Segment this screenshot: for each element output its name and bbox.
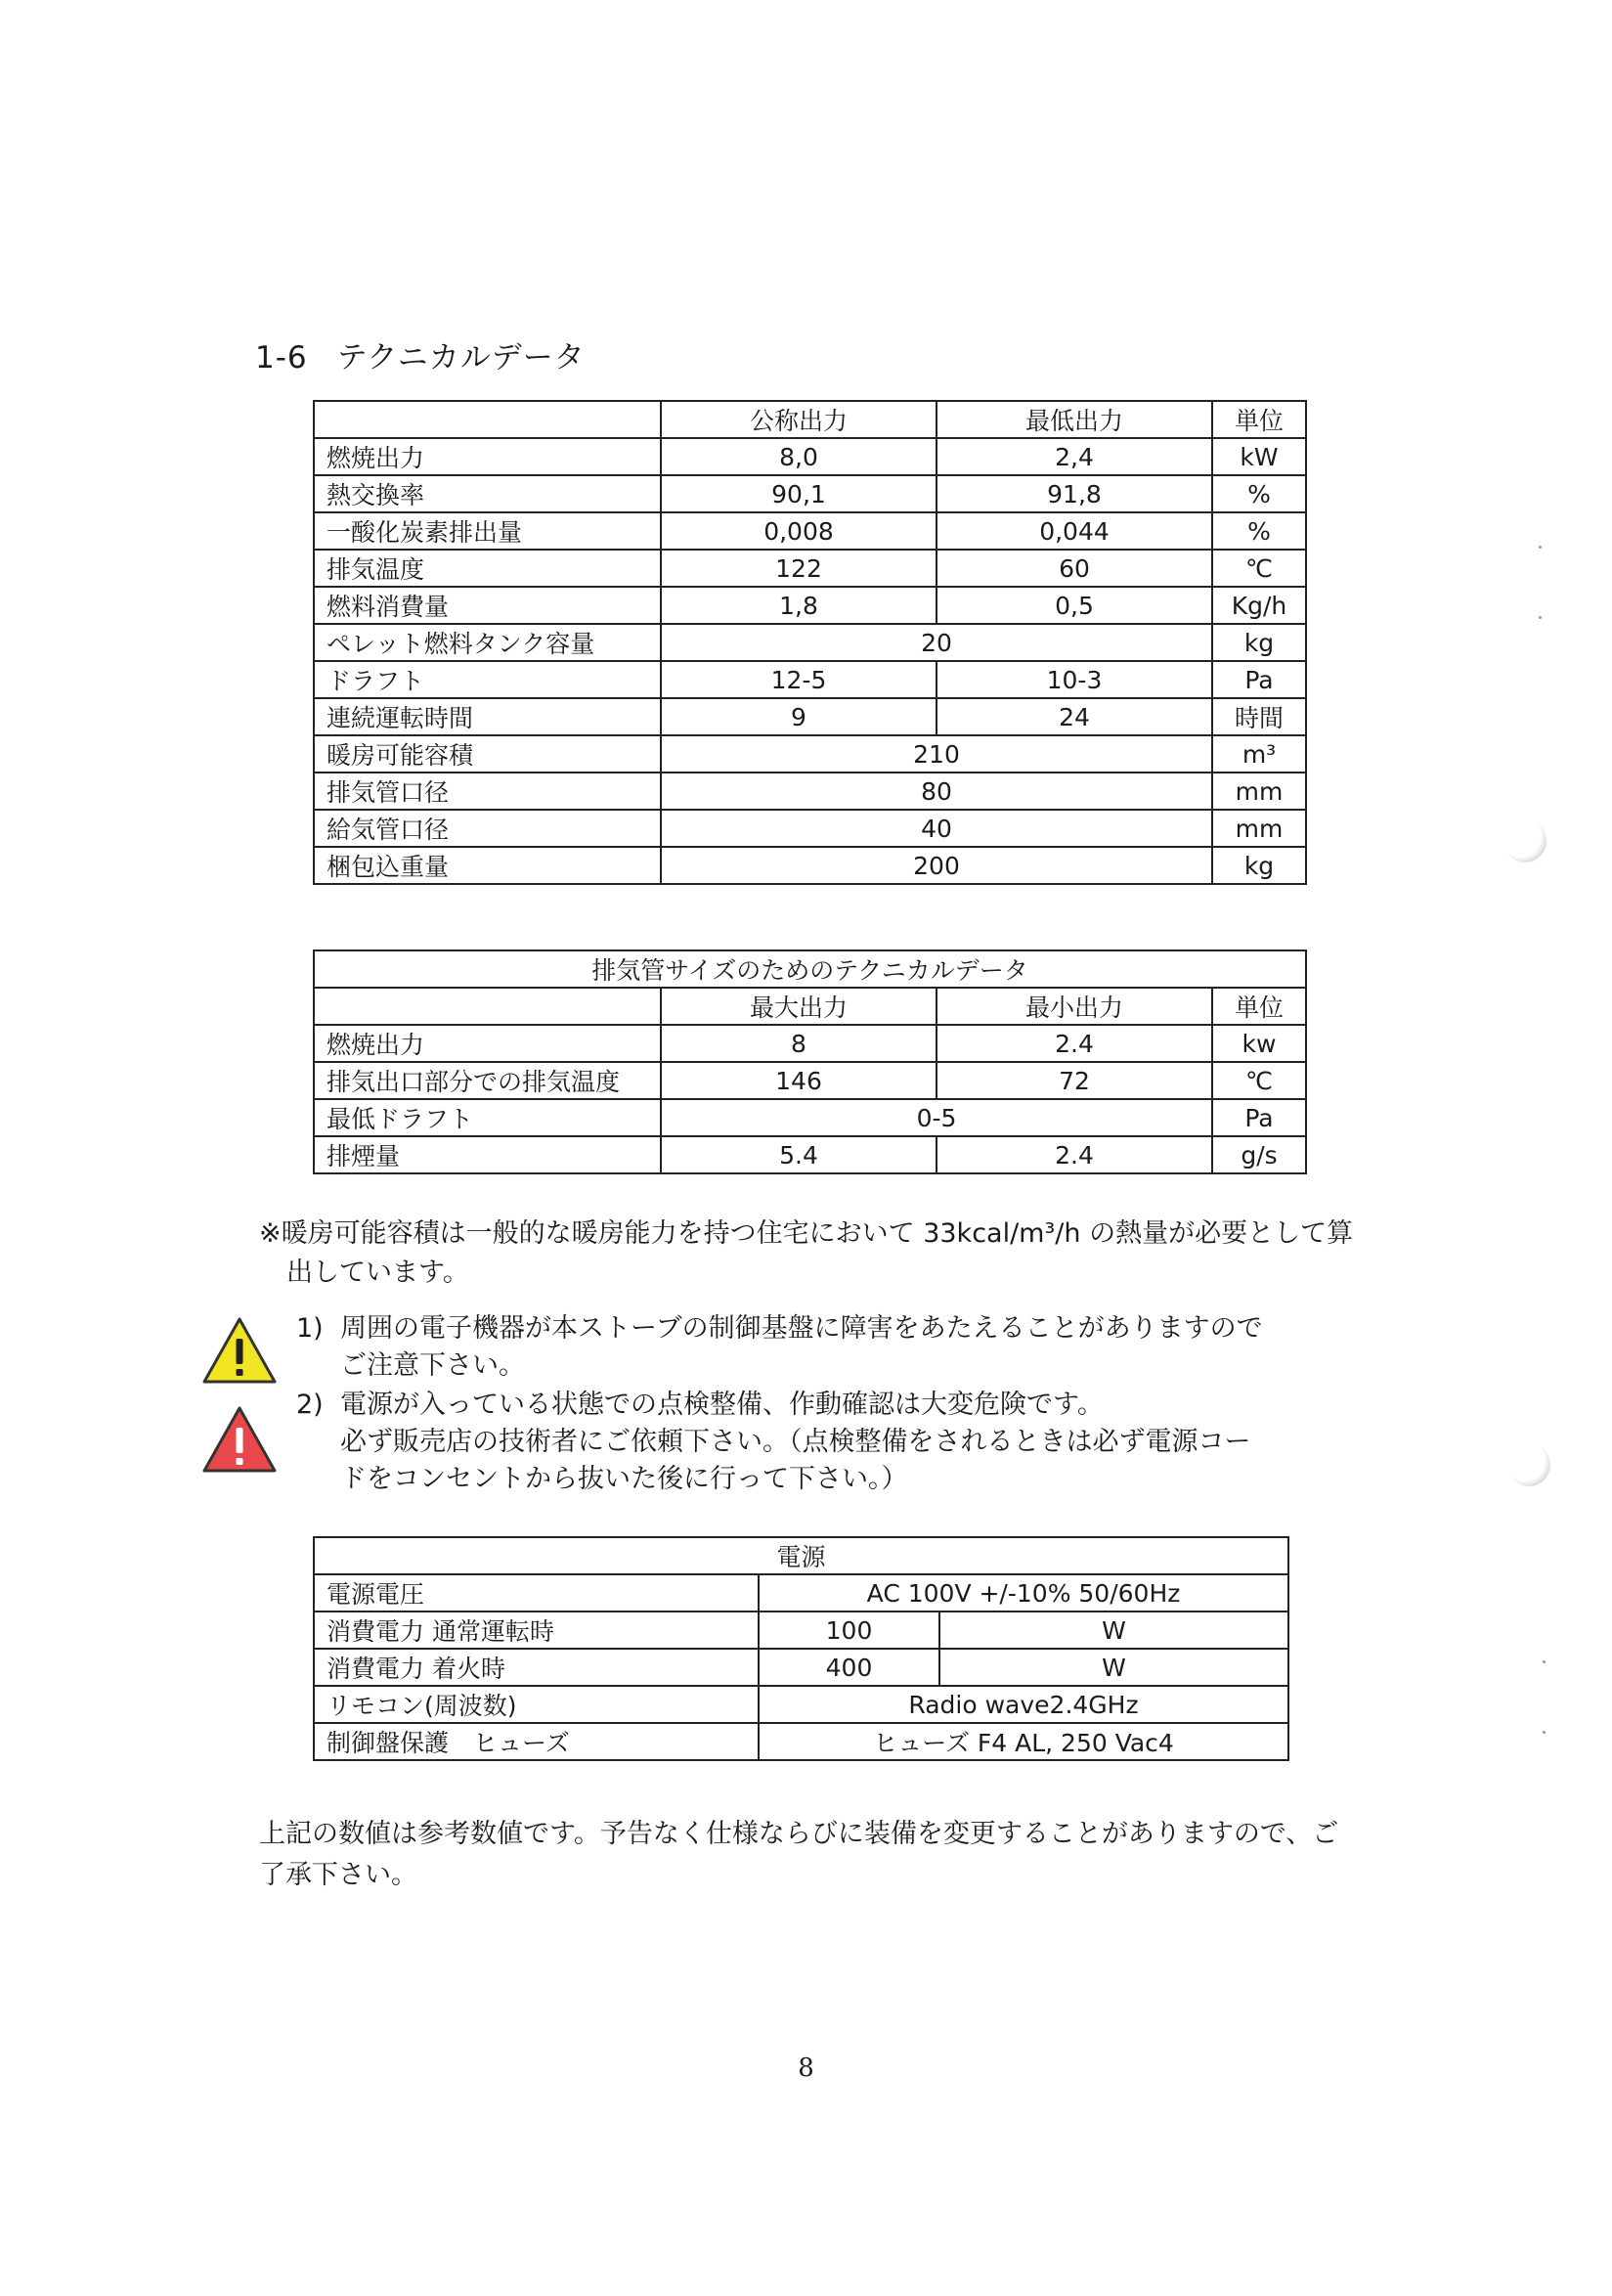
cell-value: 24 bbox=[937, 698, 1212, 735]
row-label: リモコン(周波数) bbox=[314, 1686, 759, 1723]
column-header: 最小出力 bbox=[937, 988, 1212, 1025]
row-label: 消費電力 着火時 bbox=[314, 1649, 759, 1686]
note-line: 出しています。 bbox=[286, 1258, 469, 1288]
warning-number: 1) bbox=[296, 1313, 324, 1344]
cell-value: 72 bbox=[937, 1062, 1212, 1099]
warning-line: 周囲の電子機器が本ストーブの制御基盤に障害をあたえることがありますので bbox=[340, 1313, 1263, 1344]
punch-hole bbox=[1507, 1443, 1550, 1486]
cell-value: 1,8 bbox=[661, 587, 937, 624]
table-row bbox=[314, 1136, 1306, 1173]
table-title: 排気管サイズのためのテクニカルデータ bbox=[314, 950, 1306, 988]
row-label: 制御盤保護 ヒューズ bbox=[314, 1723, 759, 1760]
table-row bbox=[314, 475, 1306, 512]
technical-data-table bbox=[313, 400, 1307, 885]
cell-unit: kg bbox=[1212, 624, 1306, 661]
table-row bbox=[314, 1686, 1288, 1723]
warning-line: ご注意下さい。 bbox=[340, 1350, 525, 1381]
cell-value: 210 bbox=[661, 735, 1212, 773]
cell-value: 8 bbox=[661, 1025, 937, 1062]
row-label: 電源電圧 bbox=[314, 1574, 759, 1612]
cell-unit: % bbox=[1212, 512, 1306, 550]
column-header: 最低出力 bbox=[937, 401, 1212, 438]
column-header: 公称出力 bbox=[661, 401, 937, 438]
flue-data-table bbox=[313, 949, 1307, 1174]
row-label: 最低ドラフト bbox=[314, 1099, 661, 1136]
cell-unit: Pa bbox=[1212, 1099, 1306, 1136]
column-header: 最大出力 bbox=[661, 988, 937, 1025]
table-row bbox=[314, 587, 1306, 624]
caution-triangle-icon bbox=[200, 1315, 279, 1386]
column-header: 単位 bbox=[1212, 988, 1306, 1025]
scan-speck bbox=[1543, 1660, 1546, 1663]
table-row bbox=[314, 1025, 1306, 1062]
row-label: 燃焼出力 bbox=[314, 438, 661, 475]
table-row bbox=[314, 512, 1306, 550]
cell-value: 10-3 bbox=[937, 661, 1212, 698]
cell-unit: mm bbox=[1212, 810, 1306, 847]
section-title-text: テクニカルデータ bbox=[336, 340, 586, 375]
warning-number: 2) bbox=[296, 1390, 324, 1420]
scan-speck bbox=[1539, 546, 1542, 549]
cell-unit: % bbox=[1212, 475, 1306, 512]
cell-value: 2.4 bbox=[937, 1025, 1212, 1062]
row-label: 排煙量 bbox=[314, 1136, 661, 1173]
warning-line: 必ず販売店の技術者にご依頼下さい。（点検整備をされるときは必ず電源コー bbox=[340, 1427, 1251, 1457]
table-header-row bbox=[314, 988, 1306, 1025]
row-label: 消費電力 通常運転時 bbox=[314, 1612, 759, 1649]
disclaimer bbox=[259, 1814, 1349, 1896]
cell-unit: Kg/h bbox=[1212, 587, 1306, 624]
table-row bbox=[314, 698, 1306, 735]
cell-unit: 時間 bbox=[1212, 698, 1306, 735]
row-label: 暖房可能容積 bbox=[314, 735, 661, 773]
row-label: ドラフト bbox=[314, 661, 661, 698]
row-label: 梱包込重量 bbox=[314, 847, 661, 884]
table-header-blank bbox=[314, 401, 661, 438]
table-row bbox=[314, 735, 1306, 773]
table-row bbox=[314, 773, 1306, 810]
warning-line: ドをコンセントから抜いた後に行って下さい。） bbox=[340, 1464, 908, 1494]
note-line: ※暖房可能容積は一般的な暖房能力を持つ住宅において 33kcal/m³/h の熱量が必要として算 bbox=[259, 1218, 1354, 1249]
section-title bbox=[255, 332, 586, 376]
cell-value: Radio wave2.4GHz bbox=[759, 1686, 1288, 1723]
punch-hole bbox=[1503, 819, 1547, 862]
cell-value: 2.4 bbox=[937, 1136, 1212, 1173]
table-row bbox=[314, 1649, 1288, 1686]
row-label: 熱交換率 bbox=[314, 475, 661, 512]
cell-value: 80 bbox=[661, 773, 1212, 810]
cell-value: 400 bbox=[759, 1649, 939, 1686]
row-label: ペレット燃料タンク容量 bbox=[314, 624, 661, 661]
table-row bbox=[314, 661, 1306, 698]
table-header-blank bbox=[314, 988, 661, 1025]
cell-value: ヒューズ F4 AL, 250 Vac4 bbox=[759, 1723, 1288, 1760]
warnings-list bbox=[296, 1310, 1323, 1498]
row-label: 燃焼出力 bbox=[314, 1025, 661, 1062]
page-number: 8 bbox=[798, 2053, 814, 2083]
table-title: 電源 bbox=[314, 1537, 1288, 1574]
row-label: 燃料消費量 bbox=[314, 587, 661, 624]
cell-unit: ℃ bbox=[1212, 1062, 1306, 1099]
table-title-row bbox=[314, 950, 1306, 988]
cell-unit: m³ bbox=[1212, 735, 1306, 773]
cell-unit: kW bbox=[1212, 438, 1306, 475]
cell-value: 200 bbox=[661, 847, 1212, 884]
power-supply-table bbox=[313, 1536, 1289, 1761]
table-row bbox=[314, 847, 1306, 884]
table-row bbox=[314, 438, 1306, 475]
cell-value: 90,1 bbox=[661, 475, 937, 512]
danger-triangle-icon bbox=[200, 1404, 279, 1475]
section-number: 1-6 bbox=[255, 340, 308, 375]
row-label: 給気管口径 bbox=[314, 810, 661, 847]
disclaimer-line: 了承下さい。 bbox=[259, 1860, 417, 1890]
row-label: 排気温度 bbox=[314, 550, 661, 587]
cell-unit: kg bbox=[1212, 847, 1306, 884]
table-row bbox=[314, 810, 1306, 847]
cell-value: 60 bbox=[937, 550, 1212, 587]
cell-unit: g/s bbox=[1212, 1136, 1306, 1173]
table-row bbox=[314, 1099, 1306, 1136]
cell-unit: ℃ bbox=[1212, 550, 1306, 587]
table-row bbox=[314, 550, 1306, 587]
cell-value: 9 bbox=[661, 698, 937, 735]
table-row bbox=[314, 624, 1306, 661]
cell-value: 2,4 bbox=[937, 438, 1212, 475]
cell-unit: mm bbox=[1212, 773, 1306, 810]
table-row bbox=[314, 1723, 1288, 1760]
cell-value: 20 bbox=[661, 624, 1212, 661]
cell-value: 0,5 bbox=[937, 587, 1212, 624]
cell-value: 0-5 bbox=[661, 1099, 1212, 1136]
warning-line: 電源が入っている状態での点検整備、作動確認は大変危険です。 bbox=[340, 1390, 1104, 1420]
table-row bbox=[314, 1574, 1288, 1612]
table-row bbox=[314, 1612, 1288, 1649]
row-label: 排気出口部分での排気温度 bbox=[314, 1062, 661, 1099]
cell-value: 8,0 bbox=[661, 438, 937, 475]
row-label: 排気管口径 bbox=[314, 773, 661, 810]
scan-speck bbox=[1543, 1731, 1546, 1734]
cell-unit: Pa bbox=[1212, 661, 1306, 698]
disclaimer-line: 上記の数値は参考数値です。予告なく仕様ならびに装備を変更することがありますので、ご bbox=[259, 1819, 1339, 1849]
cell-value: 91,8 bbox=[937, 475, 1212, 512]
cell-unit: W bbox=[939, 1612, 1288, 1649]
cell-unit: W bbox=[939, 1649, 1288, 1686]
cell-unit: kw bbox=[1212, 1025, 1306, 1062]
table-header-row bbox=[314, 401, 1306, 438]
cell-value: 122 bbox=[661, 550, 937, 587]
cell-value: 12-5 bbox=[661, 661, 937, 698]
scan-speck bbox=[1539, 616, 1542, 619]
cell-value: 100 bbox=[759, 1612, 939, 1649]
table-row bbox=[314, 1062, 1306, 1099]
cell-value: AC 100V +/-10% 50/60Hz bbox=[759, 1574, 1288, 1612]
warning-item bbox=[296, 1387, 1323, 1498]
cell-value: 0,044 bbox=[937, 512, 1212, 550]
cell-value: 40 bbox=[661, 810, 1212, 847]
warning-item bbox=[296, 1310, 1323, 1385]
row-label: 連続運転時間 bbox=[314, 698, 661, 735]
row-label: 一酸化炭素排出量 bbox=[314, 512, 661, 550]
cell-value: 146 bbox=[661, 1062, 937, 1099]
heating-volume-note bbox=[259, 1214, 1354, 1293]
table-title-row bbox=[314, 1537, 1288, 1574]
cell-value: 5.4 bbox=[661, 1136, 937, 1173]
cell-value: 0,008 bbox=[661, 512, 937, 550]
column-header: 単位 bbox=[1212, 401, 1306, 438]
